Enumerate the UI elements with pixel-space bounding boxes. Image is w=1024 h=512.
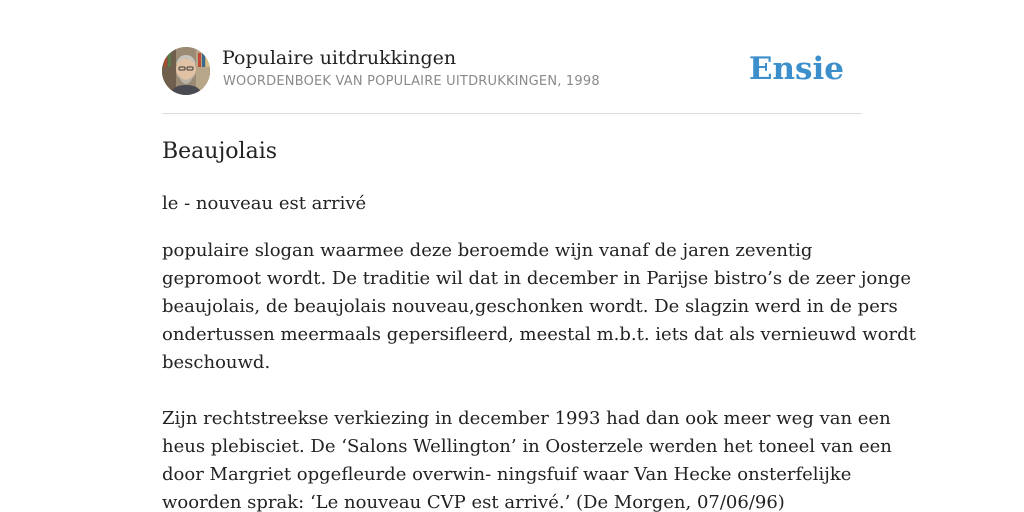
entry-paragraph: [162, 405, 892, 512]
entry-paragraph: [162, 237, 916, 377]
text-line: woorden sprak: ‘Le nouveau CVP est arrivé.’ (De Morgen, 07/06/96): [162, 492, 785, 512]
text-line: ondertussen meermaals gepersifleerd, meestal m.b.t. iets dat als vernieuwd wordt: [162, 324, 916, 345]
text-line: Zijn rechtstreekse verkiezing in december 1993 had dan ook meer weg van een: [162, 408, 891, 429]
entry-body: [162, 237, 916, 512]
text-line: beaujolais, de beaujolais nouveau,geschonken wordt. De slagzin werd in de pers: [162, 296, 898, 317]
source-subtitle: WOORDENBOEK VAN POPULAIRE UITDRUKKINGEN, 1998: [223, 74, 600, 89]
entry-subtitle: le - nouveau est arrivé: [162, 193, 367, 214]
text-line: heus plebisciet. De ‘Salons Wellington’ in Oosterzele werden het toneel van een: [162, 436, 892, 457]
text-line: door Margriet opgefleurde overwin- ningsfuif waar Van Hecke onsterfelijke: [162, 464, 852, 485]
text-line: populaire slogan waarmee deze beroemde wijn vanaf de jaren zeventig: [162, 240, 813, 261]
author-portrait-icon[interactable]: [162, 47, 210, 95]
entry-card: [162, 0, 916, 512]
entry-title: Beaujolais: [162, 139, 278, 164]
source-name[interactable]: Populaire uitdrukkingen: [222, 47, 457, 69]
text-line: beschouwd.: [162, 352, 271, 373]
ensie-logo[interactable]: Ensie: [748, 51, 844, 87]
source-header: [162, 0, 862, 114]
text-line: gepromoot wordt. De traditie wil dat in december in Parijse bistro’s de zeer jonge: [162, 268, 912, 289]
